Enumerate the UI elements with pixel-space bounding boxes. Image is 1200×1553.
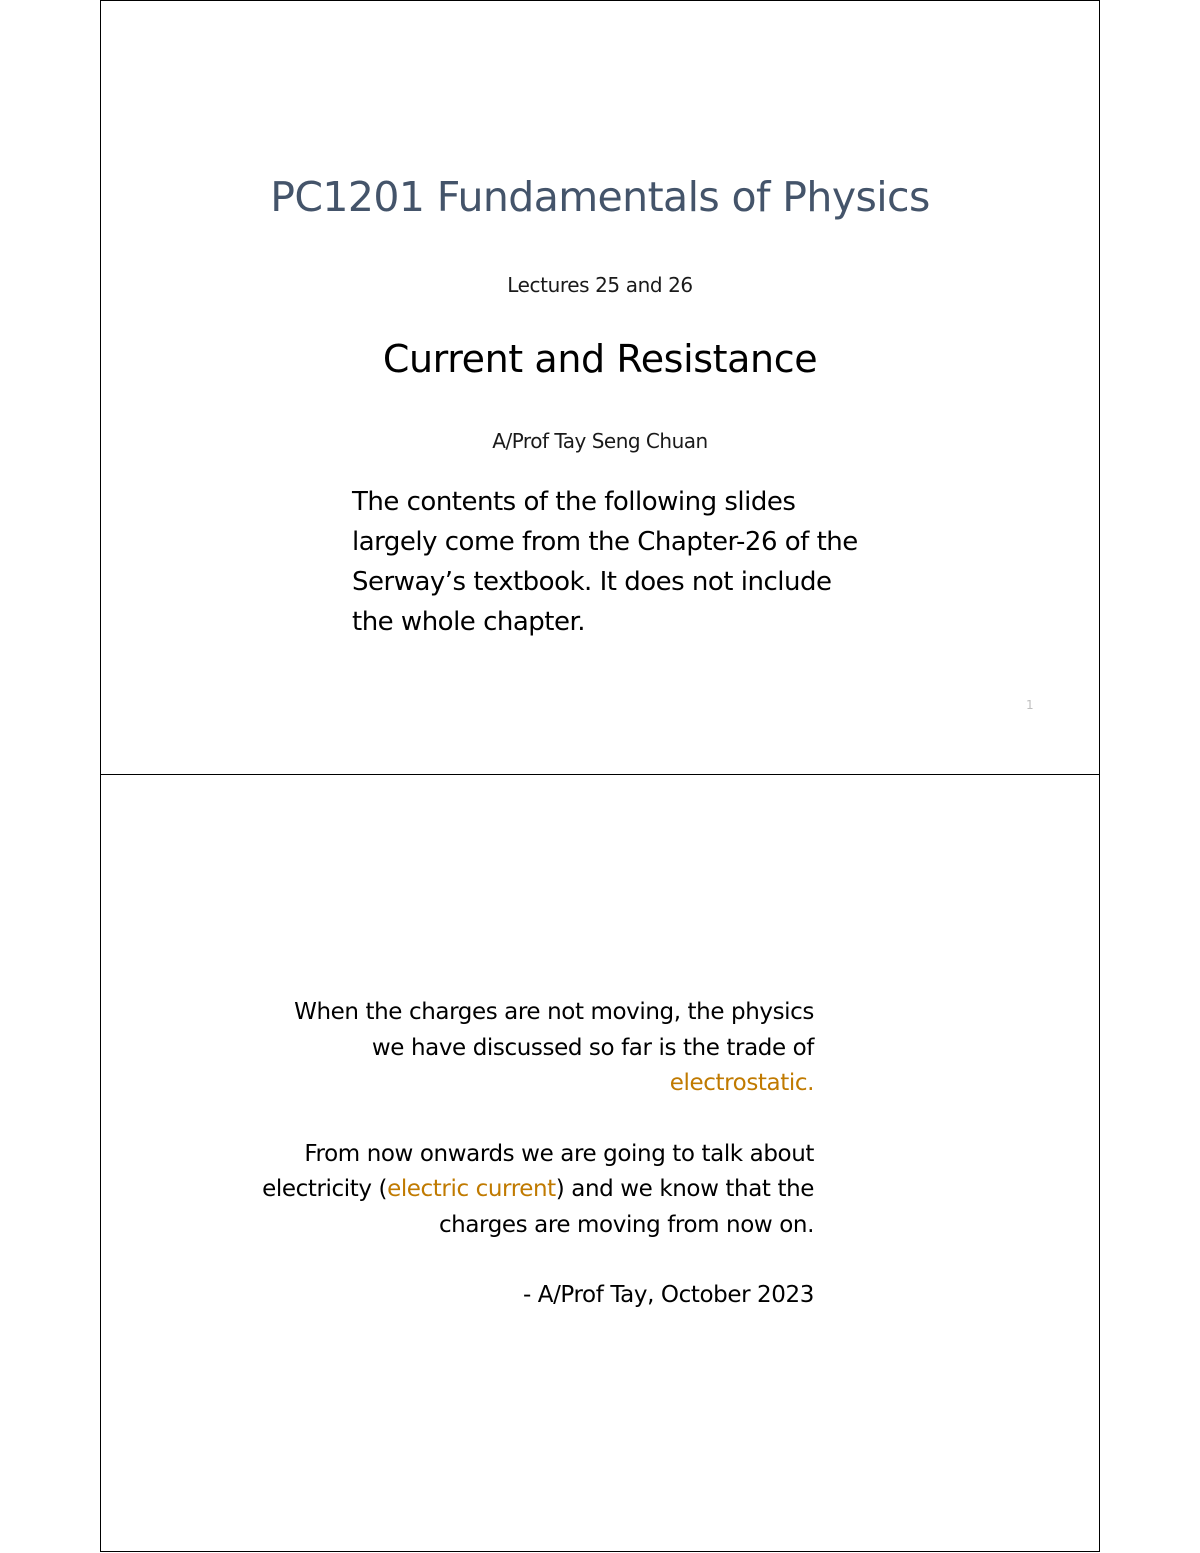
quote-paragraph-2-text-after: ) and we know that the charges are moving from now on. <box>438 1176 814 1238</box>
highlight-electrostatic: electrostatic. <box>669 1070 814 1096</box>
page-number: 1 <box>1026 698 1034 712</box>
quote-paragraph-1-text: When the charges are not moving, the physics we have discussed so far is the trade of <box>294 999 814 1061</box>
slide-2 <box>100 774 1100 1552</box>
slide-title: PC1201 Fundamentals of Physics <box>270 173 930 221</box>
lecture-subtitle: Lectures 25 and 26 <box>507 273 693 297</box>
highlight-electric-current: electric current <box>387 1176 556 1202</box>
quote-signature: - A/Prof Tay, October 2023 <box>522 1282 814 1308</box>
quote-paragraph-1 <box>261 995 814 1102</box>
author-name: A/Prof Tay Seng Chuan <box>492 429 708 453</box>
quote-paragraph-2-text-before: From now onwards we are going to talk about electricity ( <box>262 1140 814 1202</box>
topic-heading: Current and Resistance <box>382 337 818 381</box>
source-note: The contents of the following slides largely come from the Chapter-26 of the Serway’s textbook. It does not include the whole chapter. <box>352 487 858 637</box>
quote-block <box>261 995 814 1349</box>
slide-1 <box>100 0 1100 775</box>
quote-paragraph-2 <box>261 1137 814 1244</box>
